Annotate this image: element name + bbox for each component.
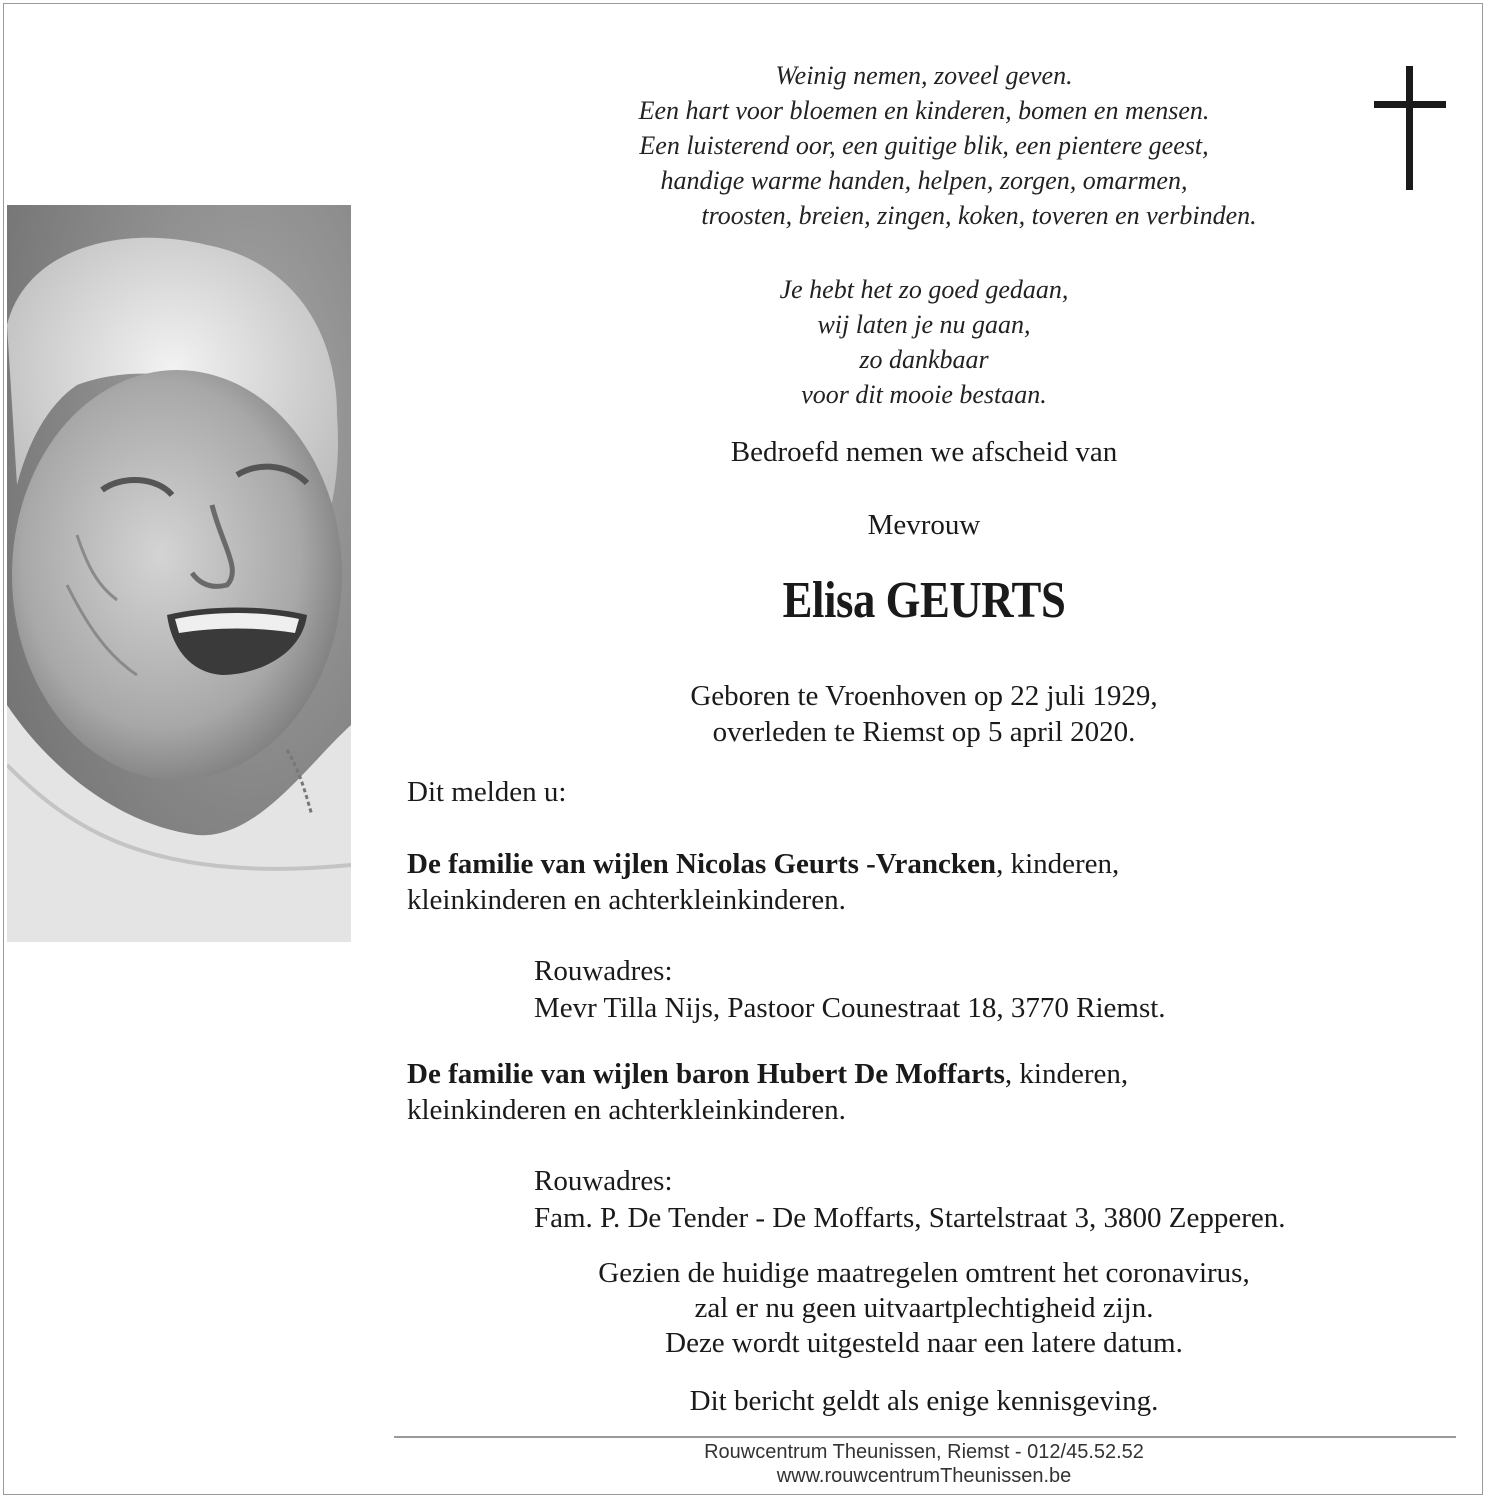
poem-line: Weinig nemen, zoveel geven. <box>775 61 1073 90</box>
family-block <box>407 1056 1457 1128</box>
address-text: Fam. P. De Tender - De Moffarts, Startelstraat 3, 3800 Zepperen. <box>534 1202 1286 1234</box>
address-label: Rouwadres: <box>534 1165 673 1197</box>
family-name: De familie van wijlen Nicolas Geurts -Vrancken <box>407 848 997 880</box>
closing-text: Dit bericht geldt als enige kennisgeving. <box>689 1385 1159 1417</box>
poem-line: zo dankbaar <box>859 345 989 374</box>
poem-first-stanza <box>474 58 1374 233</box>
notice-line: Deze wordt uitgesteld naar een latere datum. <box>665 1327 1183 1359</box>
covid-notice <box>474 1256 1374 1361</box>
funeral-home-website[interactable]: www.rouwcentrumTheunissen.be <box>776 1465 1072 1487</box>
deceased-title: Mevrouw <box>867 509 981 541</box>
portrait-photo <box>7 205 351 942</box>
address-label: Rouwadres: <box>534 955 673 987</box>
notice-line: zal er nu geen uitvaartplechtigheid zijn. <box>694 1292 1154 1324</box>
notice-line: Gezien de huidige maatregelen omtrent het coronavirus, <box>598 1257 1250 1289</box>
family-descendants: kleinkinderen en achterkleinkinderen. <box>407 1094 846 1126</box>
poem-line: voor dit mooie bestaan. <box>801 380 1047 409</box>
poem-line: handige warme handen, helpen, zorgen, omarmen, <box>660 166 1188 195</box>
funeral-home-footer <box>524 1440 1324 1488</box>
address-text: Mevr Tilla Nijs, Pastoor Counestraat 18, 3770 Riemst. <box>534 992 1166 1024</box>
funeral-home-contact: Rouwcentrum Theunissen, Riemst - 012/45.52.52 <box>704 1441 1144 1463</box>
poem-line: wij laten je nu gaan, <box>817 310 1031 339</box>
intro-text: Bedroefd nemen we afscheid van <box>730 436 1118 468</box>
poem-line: Je hebt het zo goed gedaan, <box>779 275 1069 304</box>
poem-line: troosten, breien, zingen, koken, toveren en verbinden. <box>701 201 1257 230</box>
footer-divider <box>394 1436 1456 1438</box>
poem-line: Een hart voor bloemen en kinderen, bomen en mensen. <box>638 96 1210 125</box>
mourning-address-block <box>534 1163 1286 1237</box>
cross-icon <box>1374 66 1446 190</box>
deceased-name: Elisa GEURTS <box>782 572 1066 629</box>
family-relations: , kinderen, <box>996 848 1120 880</box>
birth-info: Geboren te Vroenhoven op 22 juli 1929, <box>690 680 1158 712</box>
mourning-address-block <box>534 953 1166 1027</box>
poem-second-stanza <box>624 272 1224 412</box>
family-block <box>407 846 1457 918</box>
poem-line: Een luisterend oor, een guitige blik, een pientere geest, <box>639 131 1209 160</box>
family-name: De familie van wijlen baron Hubert De Moffarts <box>407 1058 1005 1090</box>
death-info: overleden te Riemst op 5 april 2020. <box>712 716 1136 748</box>
family-descendants: kleinkinderen en achterkleinkinderen. <box>407 884 846 916</box>
family-relations: , kinderen, <box>1004 1058 1129 1090</box>
obituary-card <box>3 3 1483 1495</box>
announce-label: Dit melden u: <box>407 776 567 808</box>
